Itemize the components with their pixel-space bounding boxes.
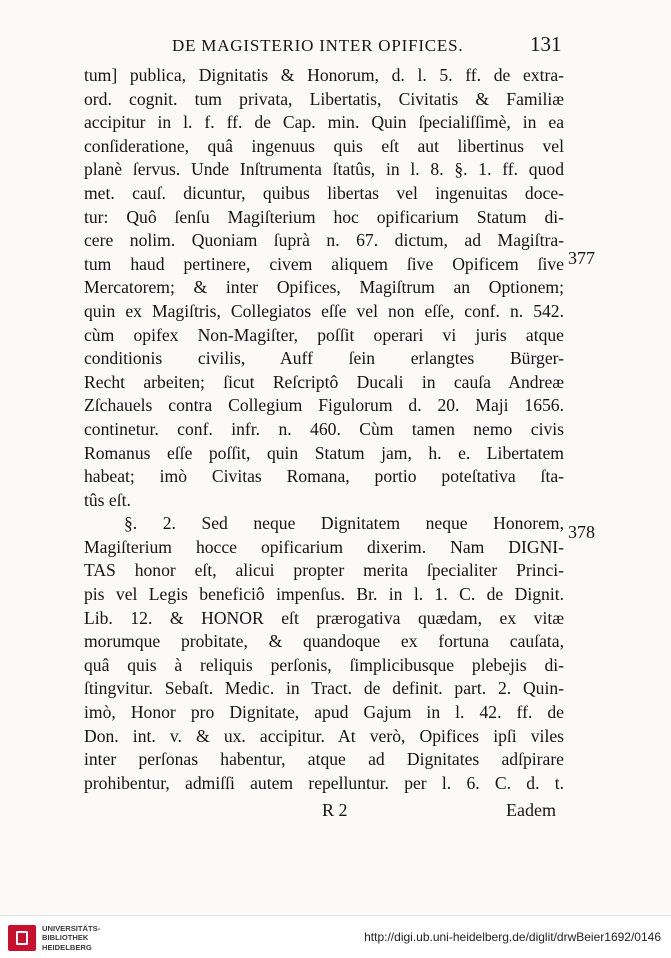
page-number: 131	[530, 32, 562, 56]
running-head: DE MAGISTERIO INTER OPIFICES.	[172, 36, 464, 55]
text-line: imò, Honor pro Dignitate, apud Gajum in l. 42. ff. de	[84, 702, 564, 723]
text-line: Romanus eſſe poſſit, quin Statum jam, h. e. Libertatem	[84, 442, 564, 463]
text-line: conditionis civilis, Auff ſein erlangtes Bürger-	[84, 348, 564, 369]
text-line: Recht arbeiten; ſicut Reſcriptô Ducali in cauſa Andreæ	[84, 371, 564, 392]
text-line: cere nolim. Quoniam ſuprà n. 67. dictum, ad Magiſtra-	[84, 230, 564, 251]
text-line: ſtingvitur. Sebaſt. Medic. in Tract. de definit. part. 2. Quin-	[84, 678, 564, 699]
text-line: Mercatorem; & inter Opifices, Magiſtrum an Optionem;	[84, 277, 564, 298]
library-logo-text	[42, 924, 100, 952]
logo-line: UNIVERSITÄTS-	[42, 924, 101, 933]
text-line: cùm opifex Non-Magiſter, poſſit operari vi juris atque	[84, 324, 564, 345]
text-line: tum haud pertinere, civem aliquem ſive Opificem ſive	[84, 253, 564, 274]
viewer-footer	[0, 915, 671, 958]
text-line: quin ex Magiſtris, Collegiatos eſſe vel non eſſe, conf. n. 542.	[84, 300, 564, 321]
text-line: TAS honor eſt, alicui propter merita ſpecialiter Princi-	[84, 560, 564, 581]
text-line: Don. int. v. & ux. accipitur. At verò, Opifices ipſi viles	[84, 725, 564, 746]
text-line: quâ quis à reliquis perſonis, ſimplicibusque plebejis di-	[84, 654, 564, 675]
text-line: continetur. conf. infr. n. 460. Cùm tamen nemo civis	[84, 418, 564, 439]
text-line: inter perſonas habentur, atque ad Dignitates adſpirare	[84, 749, 564, 770]
permalink-url[interactable]: http://digi.ub.uni-heidelberg.de/diglit/drwBeier1692/0146	[364, 930, 661, 944]
text-line: §. 2. Sed neque Dignitatem neque Honorem,	[124, 513, 564, 534]
text-line: Lib. 12. & HONOR eſt prærogativa quædam, ex vitæ	[84, 607, 564, 628]
library-logo[interactable]	[8, 923, 158, 953]
signature-mark: R 2	[322, 800, 348, 820]
text-line: pis vel Legis beneficiô impenſus. Br. in l. 1. C. de Dignit.	[84, 584, 564, 605]
text-line: met. cauſ. dicuntur, quibus libertas vel ingenuitas doce-	[84, 182, 564, 203]
text-line: tur: Quô ſenſu Magiſterium hoc opificarium Statum di-	[84, 206, 564, 227]
library-logo-icon	[8, 925, 36, 951]
page-header	[0, 14, 671, 54]
text-line: Magiſterium hocce opificarium dixerim. Nam DIGNI-	[84, 536, 564, 557]
text-line: tum] publica, Dignitatis & Honorum, d. l. 5. ff. de extra-	[84, 65, 564, 85]
text-line: prohibentur, admiſſi autem repelluntur. per l. 6. C. d. t.	[84, 772, 564, 793]
text-line: morumque probitate, & quandoque ex fortuna cauſata,	[84, 631, 564, 652]
catchword: Eadem	[506, 800, 556, 820]
text-line: ord. cognit. tum privata, Libertatis, Civitatis & Familiæ	[84, 88, 564, 109]
text-line: accipitur in l. f. ff. de Cap. min. Quin ſpecialiſſimè, in ea	[84, 112, 564, 133]
margin-note-378: 378	[568, 522, 595, 542]
text-line: conſideratione, quâ ingenuus quis eſt aut libertinus vel	[84, 135, 564, 156]
text-line: habeat; imò Civitas Romana, portio poteſtativa ſta-	[84, 466, 564, 487]
page-foot	[84, 800, 556, 826]
logo-line: HEIDELBERG	[42, 942, 92, 952]
text-line: tûs eſt.	[84, 489, 131, 510]
text-line: planè ſervus. Unde Inſtrumenta ſtatûs, in l. 8. §. 1. ff. quod	[84, 159, 564, 180]
body-text	[84, 64, 564, 795]
margin-note-377: 377	[568, 248, 595, 268]
logo-line: BIBLIOTHEK	[42, 933, 89, 943]
text-line: Zſchauels contra Collegium Figulorum d. 20. Maji 1656.	[84, 395, 564, 416]
